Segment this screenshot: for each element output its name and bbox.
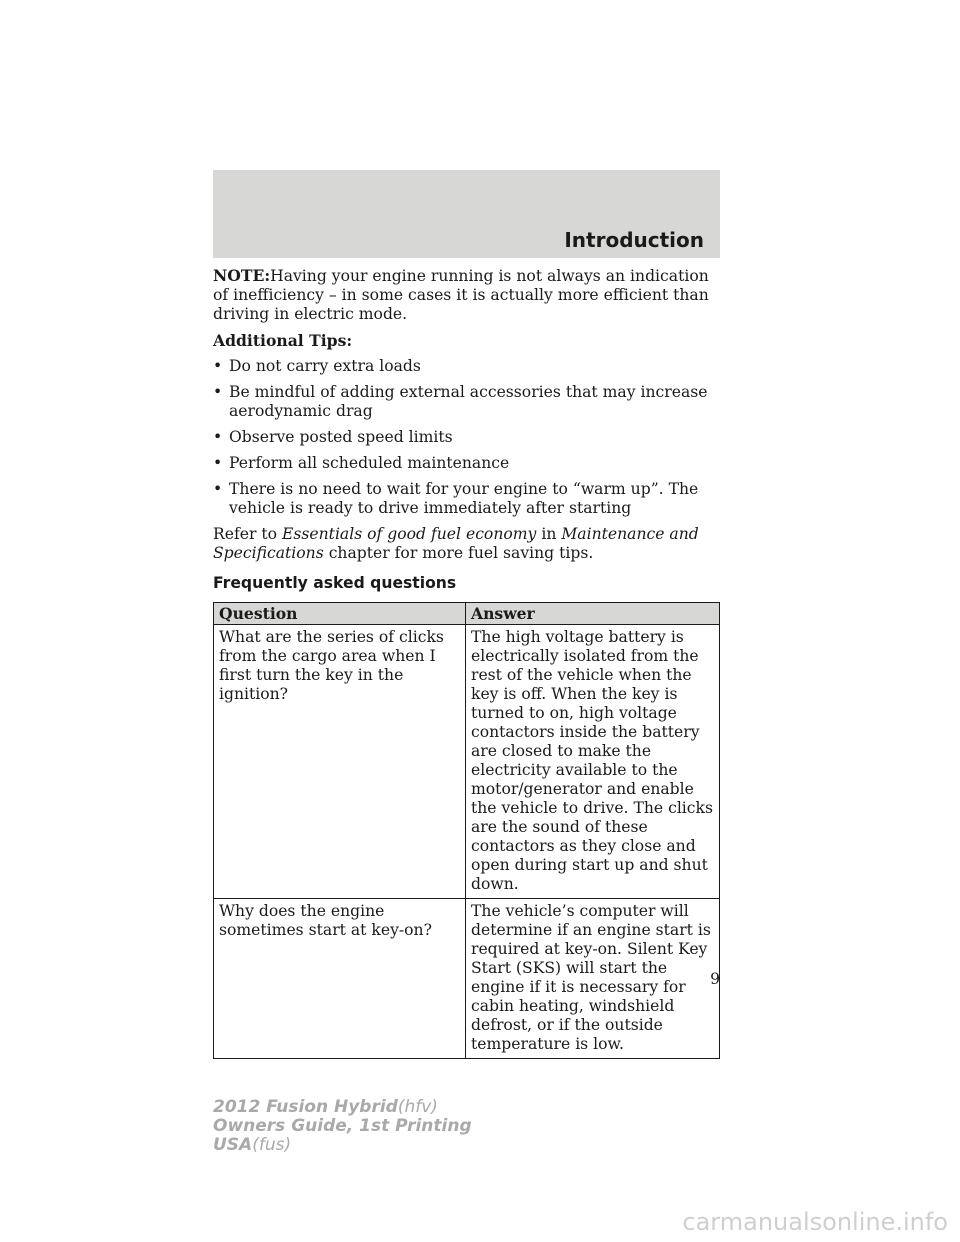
bullet-icon: • xyxy=(213,357,223,375)
list-item: • Observe posted speed limits xyxy=(213,428,453,446)
column-header-question: Question xyxy=(214,603,466,625)
note-label: NOTE: xyxy=(213,266,271,285)
table-row xyxy=(214,899,720,1059)
faq-table xyxy=(213,602,720,1059)
chapter-reference: Maintenance and Specifications xyxy=(213,525,699,562)
bullet-icon: • xyxy=(213,428,223,446)
answer-cell: The high voltage battery is electrically isolated from the rest of the vehicle when the key is off. When the key is turned to on, high voltage contactors inside the battery are closed to make the electricity available to the motor/generator and enable the vehicle to drive. The clicks are the sound of these contactors as they close and open during start up and shut down. xyxy=(466,625,720,899)
list-item: • Perform all scheduled maintenance xyxy=(213,454,510,472)
column-header-answer: Answer xyxy=(466,603,720,625)
footer-imprint: 2012 Fusion Hybrid(hfv) Owners Guide, 1st Printing USA(fus) xyxy=(213,1097,472,1155)
watermark: carmanualsonline.info xyxy=(682,1208,948,1236)
tips-heading: Additional Tips: xyxy=(213,331,353,350)
refer-paragraph: Refer to Essentials of good fuel economy in Maintenance and Specifications chapter for more fuel saving tips. xyxy=(213,525,699,562)
section-title: Introduction xyxy=(564,228,704,252)
page-body xyxy=(213,266,720,1059)
question-cell: What are the series of clicks from the cargo area when I first turn the key in the ignition? xyxy=(214,625,466,899)
section-header-band xyxy=(213,170,720,258)
answer-cell: The vehicle’s computer will determine if an engine start is required at key-on. Silent Key Start (SKS) will start the engine if it is necessary for cabin heating, windshield defrost, or if the outside temperature is low. xyxy=(466,899,720,1059)
page-number: 9 xyxy=(710,970,720,988)
list-item: • Be mindful of adding external accessories that may increase aerodynamic drag xyxy=(213,383,708,420)
tips-list xyxy=(213,357,720,518)
table-row xyxy=(214,625,720,899)
list-item: • There is no need to wait for your engine to “warm up”. The vehicle is ready to drive immediately after starting xyxy=(213,480,699,517)
fuel-economy-reference: Essentials of good fuel economy xyxy=(282,525,537,543)
note-paragraph xyxy=(213,266,720,324)
question-cell: Why does the engine sometimes start at key-on? xyxy=(214,899,466,1059)
faq-heading: Frequently asked questions xyxy=(213,574,457,592)
table-header-row xyxy=(214,603,720,625)
list-item: • Do not carry extra loads xyxy=(213,357,421,375)
bullet-icon: • xyxy=(213,454,223,472)
note-text: Having your engine running is not always an indication of inefficiency – in some cases it is actually more efficient than driving in electric mode. xyxy=(213,267,709,323)
bullet-icon: • xyxy=(213,480,223,498)
bullet-icon: • xyxy=(213,383,223,401)
